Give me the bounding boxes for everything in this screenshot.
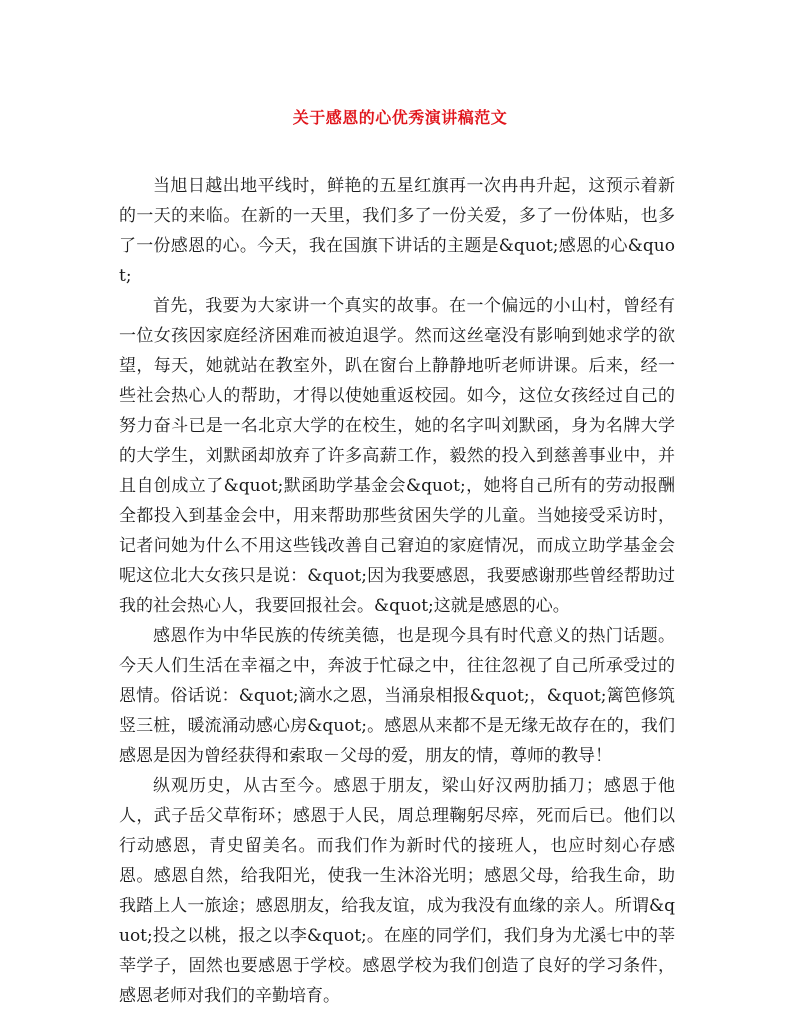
paragraph: 纵观历史，从古至今。感恩于朋友，梁山好汉两肋插刀；感恩于他人，武子岳父草衔环；感恩于人民，周总理鞠躬尽瘁，死而后已。他们以行动感恩，青史留美名。而我们作为新时代的接班人，也应时刻心存感恩。感恩自然，给我阳光，使我一生沐浴光明；感恩父母，给我生命，助我踏上人一旅途；感恩朋友，给我友谊，成为我没有血缘的亲人。所谓&quot;投之以桃，报之以李&quot;。在座的同学们，我们身为尤溪七中的莘莘学子，固然也要感恩于学校。感恩学校为我们创造了良好的学习条件，感恩老师对我们的辛勤培育。 bbox=[119, 776, 675, 1006]
document-body bbox=[119, 171, 675, 1011]
paragraph: 当旭日越出地平线时，鲜艳的五星红旗再一次冉冉升起，这预示着新的一天的来临。在新的一天里，我们多了一份关爱，多了一份体贴，也多了一份感恩的心。今天，我在国旗下讲话的主题是&quot;感恩的心&quot; bbox=[119, 176, 675, 286]
paragraph: 感恩作为中华民族的传统美德，也是现今具有时代意义的热门话题。今天人们生活在幸福之中，奔波于忙碌之中，往往忽视了自己所承受过的恩情。俗话说：&quot;滴水之恩，当涌泉相报&quot;，&quot;篱笆修筑竖三桩，暖流涌动感心房&quot;。感恩从来都不是无缘无故存在的，我们感恩是因为曾经获得和索取－父母的爱，朋友的情，尊师的教导！ bbox=[119, 626, 675, 766]
document-title: 关于感恩的心优秀演讲稿范文 bbox=[292, 108, 508, 127]
paragraph: 首先，我要为大家讲一个真实的故事。在一个偏远的小山村，曾经有一位女孩因家庭经济困难而被迫退学。然而这丝毫没有影响到她求学的欲望，每天，她就站在教室外，趴在窗台上静静地听老师讲课。后来，经一些社会热心人的帮助，才得以使她重返校园。如今，这位女孩经过自己的努力奋斗已是一名北京大学的在校生，她的名字叫刘默函，身为名牌大学的大学生，刘默函却放弃了许多高薪工作，毅然的投入到慈善事业中，并且自创成立了&quot;默函助学基金会&quot;，她将自己所有的劳动报酬全都投入到基金会中，用来帮助那些贫困失学的儿童。当她接受采访时，记者问她为什么不用这些钱改善自己窘迫的家庭情况，而成立助学基金会呢这位北大女孩只是说：&quot;因为我要感恩，我要感谢那些曾经帮助过我的社会热心人，我要回报社会。&quot;这就是感恩的心。 bbox=[119, 296, 675, 616]
